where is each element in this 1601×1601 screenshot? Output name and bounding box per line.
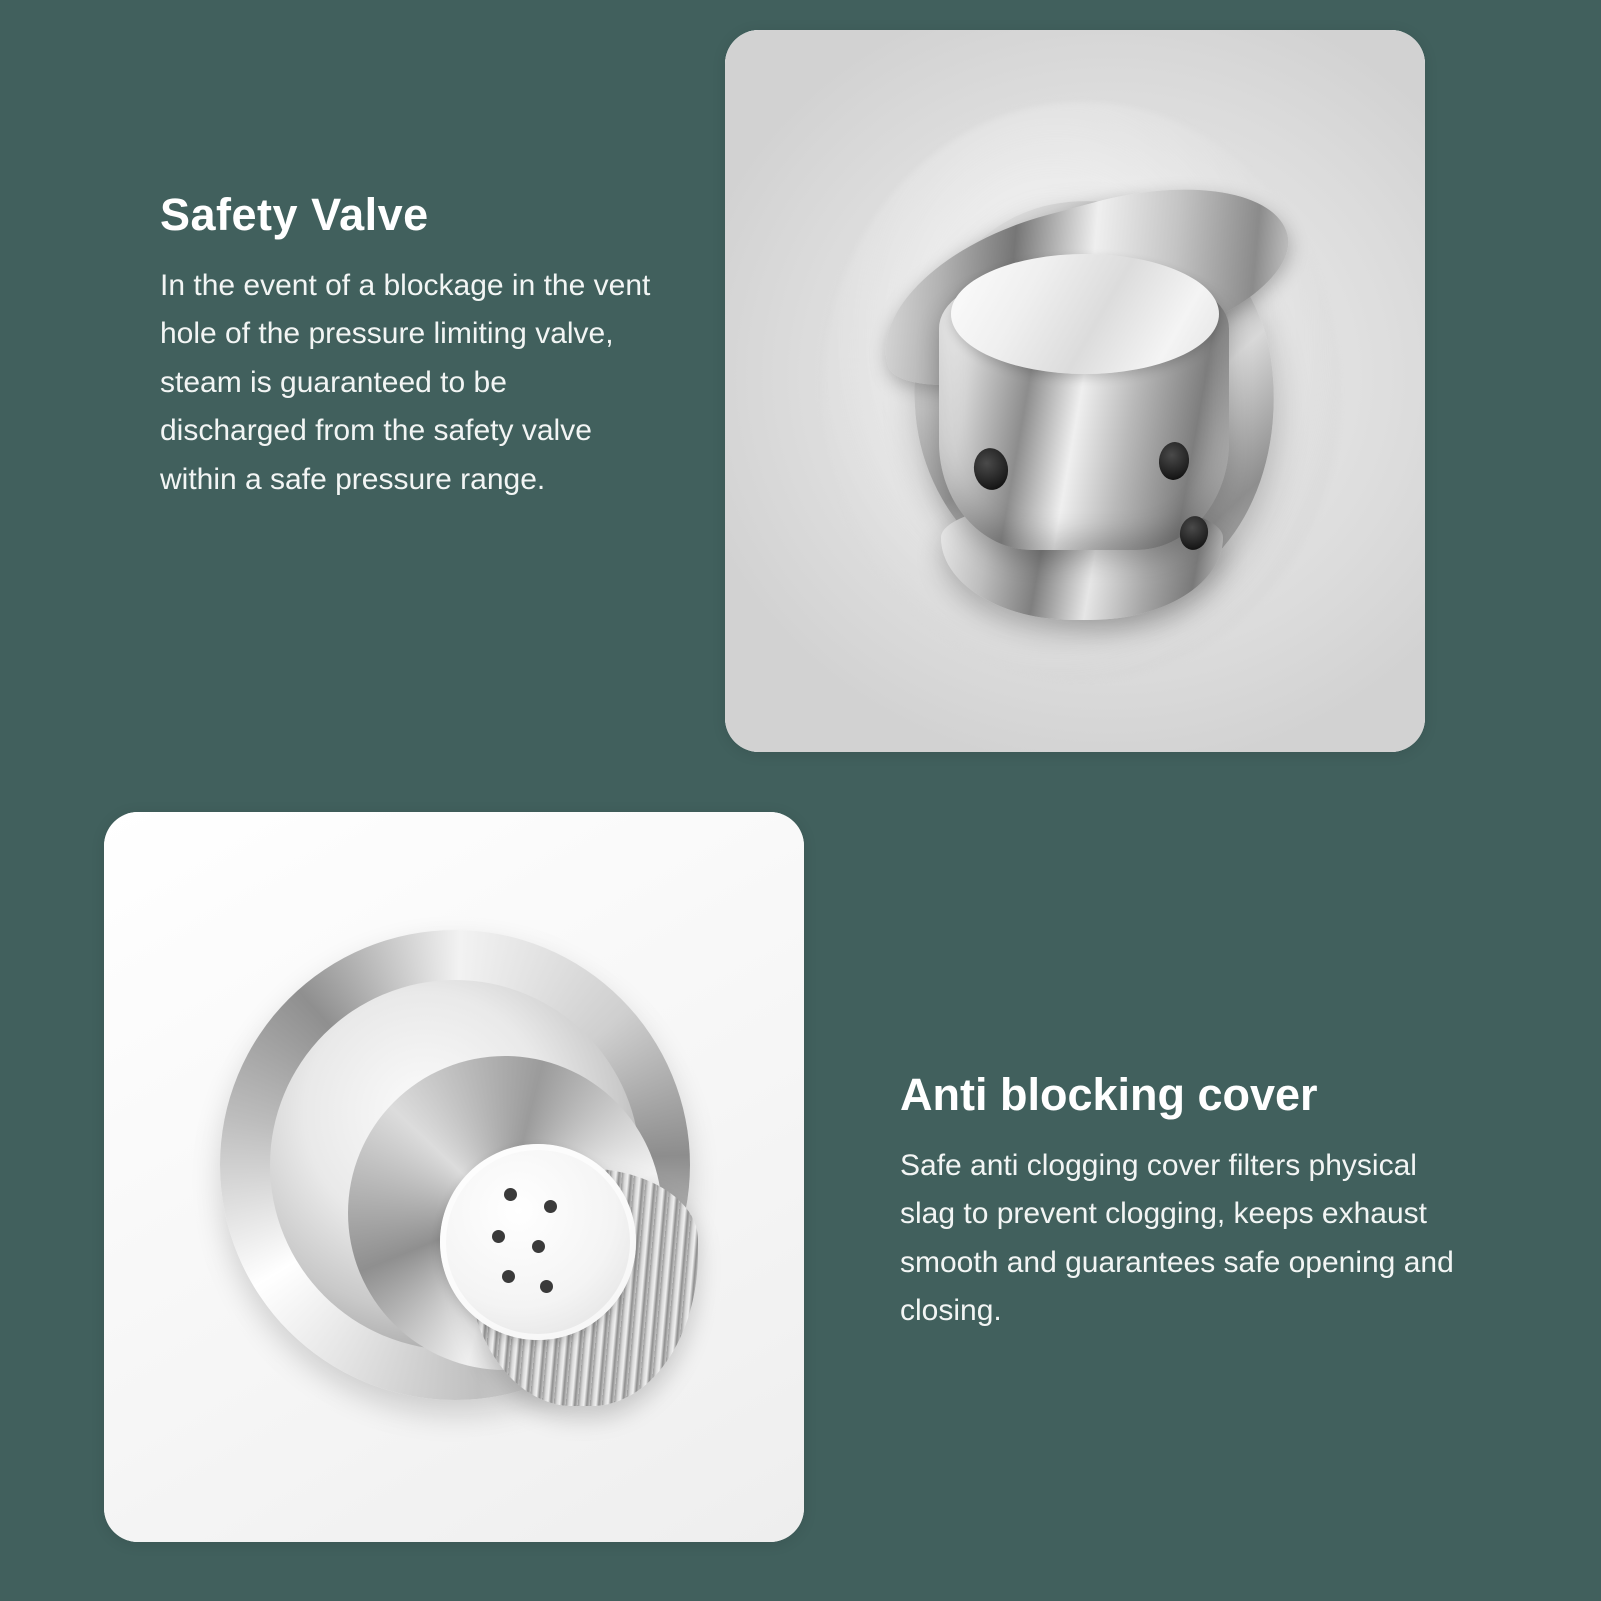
- cover-pin-hole: [502, 1270, 515, 1283]
- cover-inner-ring: [270, 980, 640, 1350]
- anti-blocking-cover-heading: Anti blocking cover: [900, 1069, 1318, 1120]
- cover-pin-hole: [544, 1200, 557, 1213]
- cover-pin-hole: [504, 1188, 517, 1201]
- section-anti-blocking-cover: [0, 790, 1601, 1601]
- section-safety-valve: [0, 0, 1601, 790]
- cover-pin-hole: [540, 1280, 553, 1293]
- safety-valve-image-card: [725, 30, 1425, 752]
- safety-valve-heading: Safety Valve: [160, 189, 429, 240]
- cover-pin-hole: [492, 1230, 505, 1243]
- safety-valve-text-block: [160, 190, 660, 504]
- safety-valve-illustration: [725, 30, 1425, 752]
- cover-top-plate: [440, 1144, 636, 1340]
- cover-pin-hole: [532, 1240, 545, 1253]
- anti-blocking-cover-body: Safe anti clogging cover filters physical slag to prevent clogging, keeps exhaust smooth and guarantees safe opening and closing.: [900, 1148, 1454, 1328]
- anti-blocking-cover-text-block: [900, 1070, 1460, 1336]
- cover-ring-trough: [348, 1056, 662, 1370]
- anti-blocking-cover-image-card: [104, 812, 804, 1542]
- cover-outer-ring: [220, 930, 690, 1400]
- safety-valve-body: In the event of a blockage in the vent hole of the pressure limiting valve, steam is guaranteed to be discharged from the safety valve within a safe pressure range.: [160, 268, 651, 496]
- valve-cap: [951, 254, 1219, 374]
